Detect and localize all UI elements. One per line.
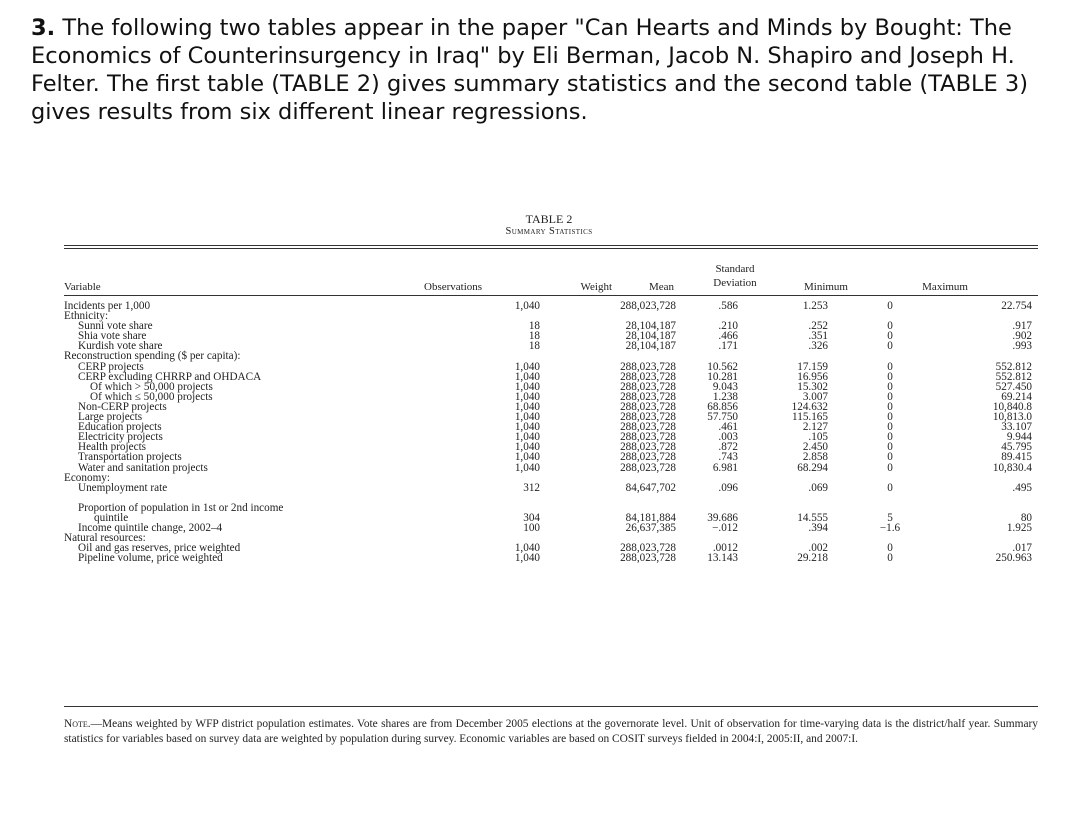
cell-observations: 1,040 (514, 451, 540, 464)
cell-maximum: .902 (1012, 330, 1032, 343)
cell-observations: 1,040 (514, 390, 540, 403)
cell-observations: 1,040 (514, 400, 540, 413)
cell-maximum: 10,830.4 (992, 461, 1032, 474)
cell-observations: 1,040 (514, 300, 540, 312)
header-minimum: Minimum (803, 281, 848, 293)
cell-mean: .003 (718, 431, 738, 444)
row-label: Water and sanitation projects (78, 461, 208, 474)
row-label: Kurdish vote share (78, 340, 163, 353)
cell-sd: .351 (808, 330, 828, 343)
cell-minimum: 0 (887, 360, 893, 373)
cell-sd: 1.253 (802, 300, 828, 312)
cell-maximum: 9.944 (1006, 431, 1032, 444)
cell-sd: .002 (808, 542, 828, 555)
row-label: Transportation projects (78, 451, 182, 464)
cell-minimum: 0 (887, 461, 893, 474)
cell-weight: 288,023,728 (620, 542, 676, 555)
cell-sd: 3.007 (802, 390, 828, 403)
cell-sd: 2.858 (802, 451, 828, 464)
row-label: Unemployment rate (78, 481, 168, 494)
cell-weight: 288,023,728 (620, 400, 676, 413)
cell-sd: .105 (808, 431, 828, 444)
note-text: —Means weighted by WFP district population estimates. Vote shares are from December 2005 elections at the governorate level. Unit of observation for time-varying data is the district/half year. Summary statistics for variables based on survey data are weighted by population during survey. Economic variables are based on COSIT surveys fielded in 2004:I, 2005:II, and 2007:I. (64, 718, 1038, 745)
header-variable: Variable (64, 281, 101, 293)
cell-sd: 115.165 (792, 411, 828, 424)
cell-sd: 68.294 (797, 461, 828, 474)
cell-weight: 288,023,728 (620, 431, 676, 444)
table-note (64, 717, 1038, 747)
cell-minimum: 0 (887, 441, 893, 454)
cell-observations: 1,040 (514, 380, 540, 393)
cell-minimum: 0 (887, 552, 893, 565)
cell-minimum: 0 (887, 300, 893, 312)
cell-observations: 304 (523, 511, 540, 524)
cell-observations: 1,040 (514, 441, 540, 454)
header-rule (64, 295, 1038, 296)
cell-maximum: 250.963 (995, 552, 1032, 565)
cell-sd: 16.956 (797, 370, 828, 383)
cell-minimum: 0 (887, 481, 893, 494)
cell-observations: 1,040 (514, 360, 540, 373)
cell-mean: 9.043 (712, 380, 738, 393)
row-label: Incidents per 1,000 (64, 300, 151, 312)
cell-observations: 312 (523, 481, 540, 494)
table-row (64, 301, 1038, 311)
cell-minimum: 0 (887, 320, 893, 333)
cell-mean: 10.562 (707, 360, 738, 373)
cell-observations: 18 (528, 320, 540, 333)
cell-minimum: 0 (887, 421, 893, 434)
table-top-rule-double (64, 248, 1038, 249)
row-label: quintile (94, 511, 129, 524)
cell-minimum: 0 (887, 431, 893, 444)
table-caption: TABLE 2 (525, 212, 573, 226)
cell-maximum: .993 (1012, 340, 1032, 353)
cell-maximum: 10,840.8 (992, 400, 1032, 413)
cell-minimum: −1.6 (879, 521, 901, 534)
row-label: Reconstruction spending ($ per capita): (64, 350, 241, 363)
cell-mean: .0012 (712, 542, 738, 555)
cell-weight: 288,023,728 (620, 552, 676, 565)
cell-maximum: 33.107 (1001, 421, 1032, 434)
header-observations: Observations (424, 281, 483, 293)
row-label: Shia vote share (78, 330, 147, 343)
header-mean: Mean (648, 281, 674, 293)
row-label: Sunni vote share (78, 320, 153, 333)
cell-minimum: 0 (887, 370, 893, 383)
cell-mean: 68.856 (707, 400, 738, 413)
cell-weight: 28,104,187 (625, 330, 676, 343)
cell-mean: 6.981 (712, 461, 738, 474)
cell-observations: 1,040 (514, 542, 540, 555)
cell-mean: 57.750 (707, 411, 738, 424)
cell-maximum: 527.450 (995, 380, 1032, 393)
cell-mean: −.012 (712, 521, 738, 534)
cell-maximum: 1.925 (1006, 521, 1032, 534)
header-sd-line1: Standard (715, 263, 755, 275)
cell-weight: 288,023,728 (620, 370, 676, 383)
cell-weight: 288,023,728 (620, 390, 676, 403)
cell-weight: 288,023,728 (620, 461, 676, 474)
cell-mean: .743 (718, 451, 738, 464)
cell-maximum: 89.415 (1001, 451, 1032, 464)
cell-sd: .326 (808, 340, 828, 353)
cell-mean: .466 (718, 330, 738, 343)
table-row (64, 553, 1038, 563)
table-row (64, 463, 1038, 473)
cell-mean: .210 (718, 320, 738, 333)
cell-observations: 100 (523, 521, 540, 534)
table-row (64, 523, 1038, 533)
cell-mean: .171 (718, 340, 738, 353)
row-label: Health projects (78, 441, 147, 454)
row-label: Proportion of population in 1st or 2nd income (78, 501, 284, 514)
cell-sd: 15.302 (797, 380, 828, 393)
cell-observations: 18 (528, 330, 540, 343)
header-sd-line2: Deviation (713, 277, 757, 289)
cell-maximum: .495 (1012, 481, 1032, 494)
cell-mean: 13.143 (707, 552, 738, 565)
cell-maximum: 552.812 (995, 370, 1032, 383)
cell-observations: 18 (528, 340, 540, 353)
row-label: Large projects (78, 411, 143, 424)
cell-sd: 14.555 (797, 511, 828, 524)
cell-observations: 1,040 (514, 370, 540, 383)
cell-weight: 288,023,728 (620, 360, 676, 373)
cell-weight: 28,104,187 (625, 340, 676, 353)
cell-sd: 2.127 (802, 421, 828, 434)
row-label: Electricity projects (78, 431, 163, 444)
row-label: Oil and gas reserves, price weighted (78, 542, 241, 555)
row-label: Pipeline volume, price weighted (78, 552, 223, 565)
note-prefix: Note. (64, 718, 91, 730)
cell-minimum: 0 (887, 380, 893, 393)
cell-maximum: .917 (1012, 320, 1032, 333)
cell-observations: 1,040 (514, 431, 540, 444)
cell-observations: 1,040 (514, 461, 540, 474)
cell-maximum: 69.214 (1001, 390, 1032, 403)
cell-minimum: 0 (887, 330, 893, 343)
cell-maximum: .017 (1012, 542, 1032, 555)
cell-minimum: 0 (887, 400, 893, 413)
row-label: Education projects (78, 421, 162, 434)
cell-weight: 84,181,884 (625, 511, 676, 524)
table-subcaption: Summary Statistics (505, 226, 593, 237)
cell-weight: 26,637,385 (625, 521, 676, 534)
row-label: Ethnicity: (64, 310, 109, 323)
cell-weight: 288,023,728 (620, 411, 676, 424)
cell-weight: 288,023,728 (620, 421, 676, 434)
cell-maximum: 80 (1020, 511, 1032, 524)
cell-maximum: 10,813.0 (992, 411, 1032, 424)
cell-minimum: 0 (887, 542, 893, 555)
row-label: CERP projects (78, 360, 144, 373)
cell-maximum: 22.754 (1001, 300, 1032, 312)
row-label: Non-CERP projects (78, 400, 167, 413)
question-body: The following two tables appear in the paper "Can Hearts and Minds by Bought: The Economics of Counterinsurgency in Iraq" by Eli Berman, Jacob N. Shapiro and Joseph H. Felter. The first table (TABLE 2) gives summary statistics and the second table (TABLE 3) gives results from six different linear regressions. (31, 15, 1028, 125)
question-text (31, 14, 1031, 126)
cell-mean: .586 (718, 300, 738, 312)
cell-sd: .069 (808, 481, 828, 494)
cell-sd: 124.632 (791, 400, 828, 413)
cell-weight: 288,023,728 (620, 380, 676, 393)
cell-minimum: 5 (887, 511, 893, 524)
cell-weight: 28,104,187 (625, 320, 676, 333)
cell-observations: 1,040 (514, 421, 540, 434)
table-row (64, 452, 1038, 462)
cell-maximum: 552.812 (995, 360, 1032, 373)
cell-minimum: 0 (887, 451, 893, 464)
question-number: 3. (31, 15, 56, 41)
table-top-rule (64, 245, 1038, 246)
cell-weight: 288,023,728 (620, 300, 676, 312)
cell-sd: 29.218 (797, 552, 828, 565)
row-label: Of which > 50,000 projects (90, 380, 213, 393)
cell-sd: .394 (808, 521, 828, 534)
table-body (64, 301, 1038, 563)
row-label: CERP excluding CHRRP and OHDACA (78, 370, 262, 383)
header-maximum: Maximum (922, 281, 968, 293)
cell-minimum: 0 (887, 340, 893, 353)
header-weight: Weight (580, 281, 612, 293)
table-row (64, 483, 1038, 493)
cell-minimum: 0 (887, 411, 893, 424)
cell-weight: 288,023,728 (620, 441, 676, 454)
row-label: Of which ≤ 50,000 projects (90, 390, 213, 403)
cell-sd: 17.159 (797, 360, 828, 373)
cell-mean: .096 (718, 481, 738, 494)
cell-mean: 39.686 (707, 511, 738, 524)
cell-mean: 1.238 (712, 390, 738, 403)
cell-weight: 288,023,728 (620, 451, 676, 464)
row-label: Economy: (64, 471, 110, 484)
row-label: Income quintile change, 2002–4 (78, 521, 223, 534)
cell-mean: 10.281 (707, 370, 738, 383)
cell-mean: .461 (718, 421, 738, 434)
cell-mean: .872 (718, 441, 738, 454)
cell-sd: 2.450 (802, 441, 828, 454)
cell-minimum: 0 (887, 390, 893, 403)
cell-observations: 1,040 (514, 552, 540, 565)
cell-observations: 1,040 (514, 411, 540, 424)
row-label: Natural resources: (64, 532, 146, 545)
table-bottom-rule (64, 706, 1038, 707)
cell-maximum: 45.795 (1001, 441, 1032, 454)
cell-weight: 84,647,702 (625, 481, 676, 494)
cell-sd: .252 (808, 320, 828, 333)
